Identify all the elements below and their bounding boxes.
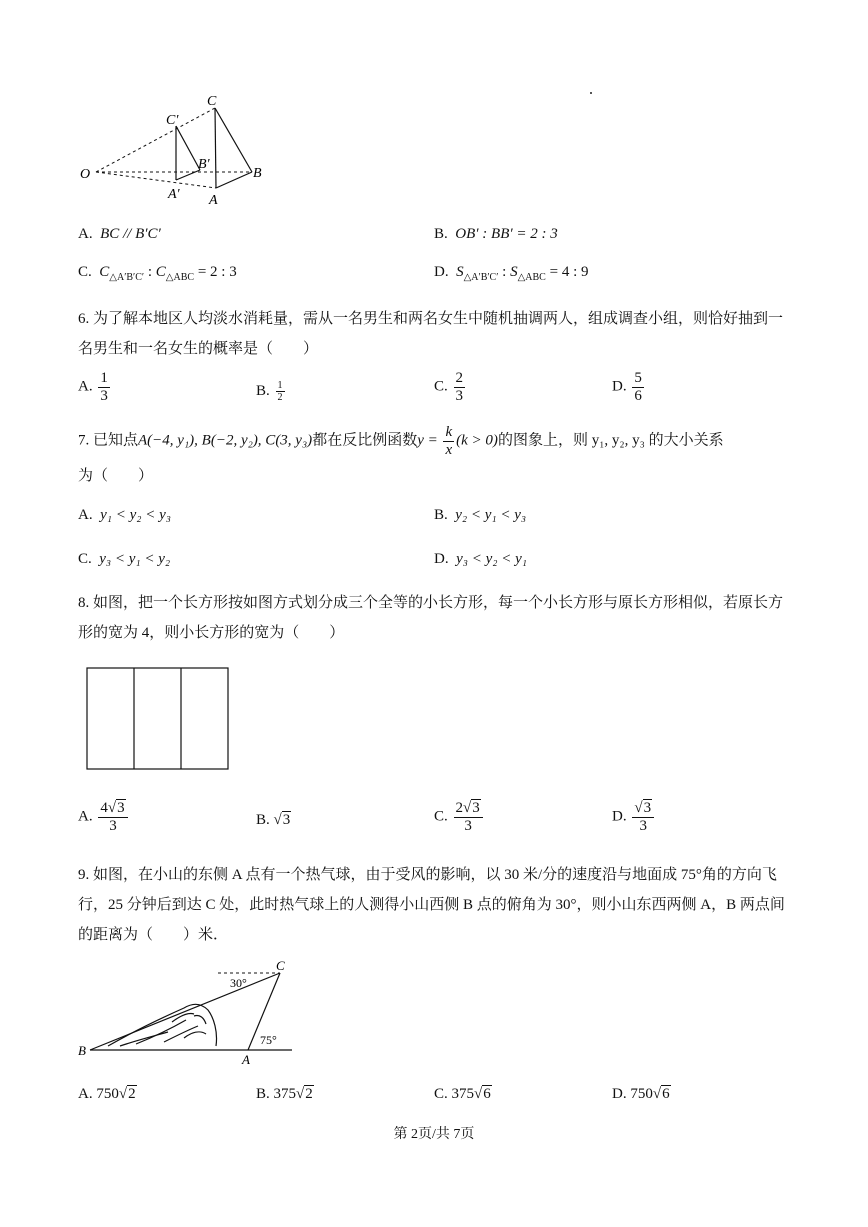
radicand: 6 <box>483 1086 491 1102</box>
option-letter: B. <box>256 1086 270 1102</box>
option-letter: B. <box>256 812 270 828</box>
q7-stem-line2: 为（ ） <box>78 468 154 484</box>
label-Cprime: C′ <box>166 113 179 128</box>
ratio: = 4 : 9 <box>545 264 589 280</box>
q6-option-c[interactable] <box>434 370 467 404</box>
fraction-numerator: 1 <box>277 380 283 391</box>
coefficient: 4 <box>100 800 108 816</box>
radicand: 3 <box>472 800 480 816</box>
q7-suffix: 的图象上，则 y₁, y₂, y₃ 的大小关系 <box>497 432 724 449</box>
subscript: △A′B′C′ <box>109 272 145 283</box>
label-Aprime: A′ <box>168 187 180 202</box>
q8-option-c[interactable]: C. $\frac{2√3}{3}$ <box>434 800 485 834</box>
option-letter: B. <box>256 382 270 399</box>
q7-option-c[interactable] <box>78 551 170 568</box>
speck <box>590 92 592 94</box>
q7-condition: (k > 0) <box>456 432 498 449</box>
fraction-numerator: 5 <box>634 370 642 386</box>
fraction-denominator: 3 <box>639 817 647 834</box>
option-letter: A. <box>78 808 93 825</box>
q7-prefix: 7. 已知点 <box>78 432 139 449</box>
fraction-denominator: 3 <box>455 387 464 404</box>
option-letter: C. <box>78 264 92 280</box>
page-number-footer: 第 2页/共 7页 <box>393 1127 475 1142</box>
label-B: B <box>78 1043 86 1058</box>
option-text: OB′ : BB′ = 2 : 3 <box>455 226 558 242</box>
label-O: O <box>80 167 91 182</box>
line-CA <box>215 108 216 188</box>
q7-option-a[interactable] <box>78 507 171 524</box>
option-letter: A. <box>78 1086 93 1102</box>
option-text: BC // B′C′ <box>100 226 161 242</box>
coefficient: 750 <box>630 1086 653 1102</box>
option-letter: D. <box>612 1086 627 1102</box>
option-letter: A. <box>78 226 93 242</box>
option-letter: D. <box>434 551 449 567</box>
q8-option-d[interactable]: D. $\frac{√3}{3}$ <box>612 800 656 834</box>
option-letter: C. <box>434 1086 448 1102</box>
fraction-denominator: 2 <box>277 392 283 403</box>
q5-option-b[interactable] <box>434 226 558 243</box>
option-letter: C. <box>434 808 448 825</box>
option-letter: B. <box>434 507 448 523</box>
q5-figure <box>76 92 276 210</box>
q6-stem: 6. 为了解本地区人均淡水消耗量，需从一名男生和两名女生中随机抽调两人，组成调查小组，则恰好抽到一名男生和一名女生的概率是（ ） <box>78 311 784 357</box>
q7-mid: 都在反比例函数 <box>312 432 418 449</box>
option-letter: D. <box>612 808 627 825</box>
coefficient: 2 <box>455 800 464 816</box>
q5-option-c[interactable] <box>78 264 237 283</box>
q6-option-a[interactable] <box>78 370 112 404</box>
label-B: B <box>253 166 262 181</box>
fraction-denominator: x <box>445 441 453 458</box>
q9-option-b[interactable]: B. 375√2 <box>256 1086 313 1102</box>
q7-points: A(−4, y₁), B(−2, y₂), C(3, y₃) <box>138 432 313 449</box>
q5-option-a[interactable] <box>78 226 161 243</box>
perimeter-symbol: C <box>99 264 110 280</box>
colon: : <box>498 264 511 280</box>
q6-option-d[interactable] <box>612 370 646 404</box>
label-angle-30: 30° <box>230 976 247 990</box>
option-letter: D. <box>434 264 449 280</box>
option-letter: A. <box>78 378 93 395</box>
option-text: y₃ < y₁ < y₂ <box>99 551 171 567</box>
option-letter: C. <box>434 378 448 395</box>
line-AB <box>216 172 252 188</box>
area-symbol: S <box>510 264 518 280</box>
q9-option-d[interactable]: D. 750√6 <box>612 1086 670 1102</box>
line-BC <box>90 973 280 1050</box>
label-C: C <box>276 958 285 973</box>
fraction-denominator: 3 <box>109 817 117 834</box>
subscript: △A′B′C′ <box>463 272 499 283</box>
colon: : <box>144 264 156 280</box>
fraction-numerator: 1 <box>100 370 108 386</box>
radicand: 2 <box>305 1086 313 1102</box>
q8-option-b[interactable]: B. √3 <box>256 812 291 828</box>
fraction-denominator: 3 <box>464 817 472 834</box>
option-letter: C. <box>78 551 92 567</box>
q7-func-lhs: y = <box>417 432 442 449</box>
q9-option-c[interactable]: C. 375√6 <box>434 1086 491 1102</box>
area-symbol: S <box>456 264 464 280</box>
label-A: A <box>242 1052 250 1067</box>
perimeter-symbol: C <box>155 264 166 280</box>
coefficient: 375 <box>273 1086 297 1102</box>
label-C: C <box>207 94 217 109</box>
q9-hill-figure <box>76 958 298 1068</box>
q6-option-b[interactable] <box>256 380 287 403</box>
radicand: 2 <box>128 1086 136 1102</box>
fraction-denominator: 6 <box>634 387 642 404</box>
radicand: 3 <box>117 800 125 816</box>
label-angle-75: 75° <box>260 1033 277 1047</box>
fraction-denominator: 3 <box>100 387 108 404</box>
label-A: A <box>209 193 218 208</box>
label-Bprime: B′ <box>198 157 210 172</box>
fraction-numerator: 2 <box>455 370 464 386</box>
option-letter: D. <box>612 378 627 395</box>
ratio: = 2 : 3 <box>194 264 237 280</box>
q8-stem: 8. 如图，把一个长方形按如图方式划分成三个全等的小长方形，每一个小长方形与原长方形相似，若原长方形的宽为 4，则小长方形的宽为（ ） <box>78 595 784 641</box>
option-text: y₃ < y₂ < y₁ <box>456 551 527 567</box>
radicand: 3 <box>643 800 652 816</box>
line-CprimeBprime <box>176 126 200 170</box>
option-letter: A. <box>78 507 93 523</box>
q9-stem: 9. 如图，在小山的东侧 A 点有一个热气球，由于受风的影响，以 30 米/分的速度沿与地面成 75°角的方向飞行，25 分钟后到达 C 处，此时热气球上的人测得小山西侧 B 点的俯角为 30°，则小山东西两侧 A，B 两点间的距离为（ ）米． <box>78 867 785 943</box>
coefficient: 375 <box>451 1086 475 1102</box>
q8-option-a[interactable]: A. $\frac{4√3}{3}$ <box>78 800 130 834</box>
q8-rectangle-figure <box>86 667 230 771</box>
fraction-numerator: k <box>445 424 453 440</box>
line-CB <box>215 108 252 172</box>
q7-option-b[interactable] <box>434 507 526 524</box>
hill-outline <box>108 1004 217 1046</box>
subscript: △ABC <box>517 272 546 283</box>
subscript: △ABC <box>165 272 195 283</box>
q7-stem-line1 <box>78 424 798 458</box>
option-letter: B. <box>434 226 448 242</box>
radicand: 3 <box>282 812 291 828</box>
option-text: y₁ < y₂ < y₃ <box>100 507 171 523</box>
q5-option-d[interactable] <box>434 264 589 283</box>
q7-option-d[interactable] <box>434 551 527 568</box>
coefficient: 750 <box>96 1086 119 1102</box>
outer-rectangle <box>87 668 228 769</box>
option-text: y₂ < y₁ < y₃ <box>455 507 527 523</box>
q9-option-a[interactable]: A. 750√2 <box>78 1086 136 1102</box>
radicand: 6 <box>662 1086 670 1102</box>
